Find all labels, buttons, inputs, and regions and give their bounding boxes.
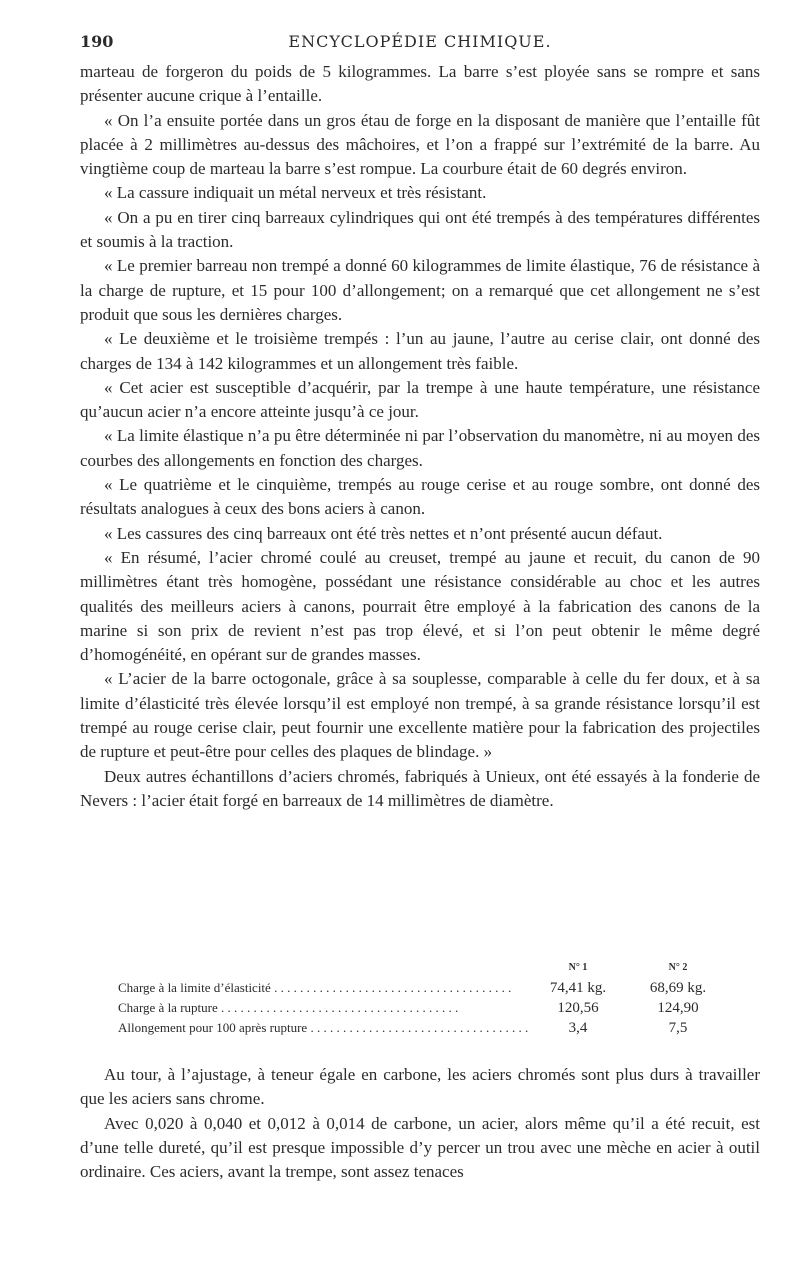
table-header-row [118,958,738,978]
paragraph: « Le deuxième et le troisième trempés : l’un au jaune, l’autre au cerise clair, ont donné des charges de 134 à 142 kilogrammes et un allongement très faible. [80,329,760,373]
cell-no2: 7,5 [668,1020,688,1036]
cell-no2: 68,69 kg. [649,980,707,996]
table-row [118,998,738,1018]
column-header-no2: N° 2 [668,962,688,973]
paragraph: Deux autres échantillons d’aciers chromés, fabriqués à Unieux, ont été essayés à la fonderie de Nevers : l’acier était forgé en barreaux de 14 millimètres de diamètre. [80,766,760,810]
table-row [118,978,738,998]
table-header-spacer [118,958,528,978]
paragraph: « On a pu en tirer cinq barreaux cylindriques qui ont été trempés à des températures différentes et soumis à la traction. [80,207,760,252]
cell-no1: 120,56 [557,1000,599,1016]
body-text [80,60,760,813]
paragraph: « La cassure indiquait un métal nerveux et très résistant. [104,183,487,203]
paragraph: « Les cassures des cinq barreaux ont été très nettes et n’ont présenté aucun défaut. [104,523,663,543]
column-header-no1: N° 1 [568,962,588,973]
paragraph: marteau de forgeron du poids de 5 kilogrammes. La barre s’est ployée sans se rompre et sans présenter aucune crique à l’entaille. [80,62,760,106]
paragraph: « L’acier de la barre octogonale, grâce à sa souplesse, comparable à celle du fer doux, et à sa limite d’élasticité très élevée lorsqu’il est employé non trempé, à sa grande résistance lorsqu’il est trempé au rouge cerise clair, peut fournir une excellente matière pour la fabrication des projectiles de rupture et peut-être pour celles des plaques de blindage. » [80,669,760,762]
page-header [80,32,760,56]
paragraph: « En résumé, l’acier chromé coulé au creuset, trempé au jaune et recuit, du canon de 90 millimètres étant très homogène, possédant une résistance considérable au choc et les autres qualités des meilleurs aciers à canons, pourrait être employé à la fabrication des canons de la marine si son prix de revient n’est pas trop élevé, et si l’on peut obtenir le même degré d’homogénéité, en opérant sur de grandes masses. [80,547,760,665]
page-number: 190 [80,32,114,51]
tail-text [80,1063,760,1184]
paragraph: « La limite élastique n’a pu être déterminée ni par l’observation du manomètre, ni au moyen des courbes des allongements en fonction des charges. [80,426,760,470]
row-label: Charge à la rupture . . . [118,998,528,1018]
cell-no1: 3,4 [568,1020,588,1036]
paragraph: Avec 0,020 à 0,040 et 0,012 à 0,014 de carbone, un acier, alors même qu’il a été recuit, est d’une telle dureté, qu’il est presque impossible d’y percer un trou avec une mèche en acier à outil ordinaire. Ces aciers, avant la trempe, sont assez tenaces [80,1113,760,1182]
paragraph: « Cet acier est susceptible d’acquérir, par la trempe à une haute température, une résistance qu’aucun acier n’a encore atteinte jusqu’à ce jour. [80,377,760,422]
running-title: ENCYCLOPÉDIE CHIMIQUE. [288,32,552,51]
paragraph: « Le quatrième et le cinquième, trempés au rouge cerise et au rouge sombre, ont donné des résultats analogues à ceux des bons aciers à canon. [80,475,760,519]
paragraph: « Le premier barreau non trempé a donné 60 kilogrammes de limite élastique, 76 de résistance à la charge de rupture, et 15 pour 100 d’allongement; on a remarqué que cet allongement ne s’est produit que sous les dernières charges. [80,256,760,324]
paragraph: « On l’a ensuite portée dans un gros étau de forge en la disposant de manière que l’entaille fût placée à 2 millimètres au-dessus des mâchoires, et l’on a frappé sur l’extrémité de la barre. Au vingtième coup de marteau la barre s’est rompue. La courbure était de 60 degrés environ. [80,110,760,179]
test-results-table [118,958,738,1038]
row-label: Charge à la limite d’élasticité . . . [118,978,528,998]
row-label: Allongement pour 100 après rupture . . . [118,1018,528,1038]
table-row [118,1018,738,1038]
cell-no2: 124,90 [657,1000,699,1016]
cell-no1: 74,41 kg. [549,980,607,996]
paragraph: Au tour, à l’ajustage, à teneur égale en carbone, les aciers chromés sont plus durs à travailler que les aciers sans chrome. [80,1065,760,1109]
